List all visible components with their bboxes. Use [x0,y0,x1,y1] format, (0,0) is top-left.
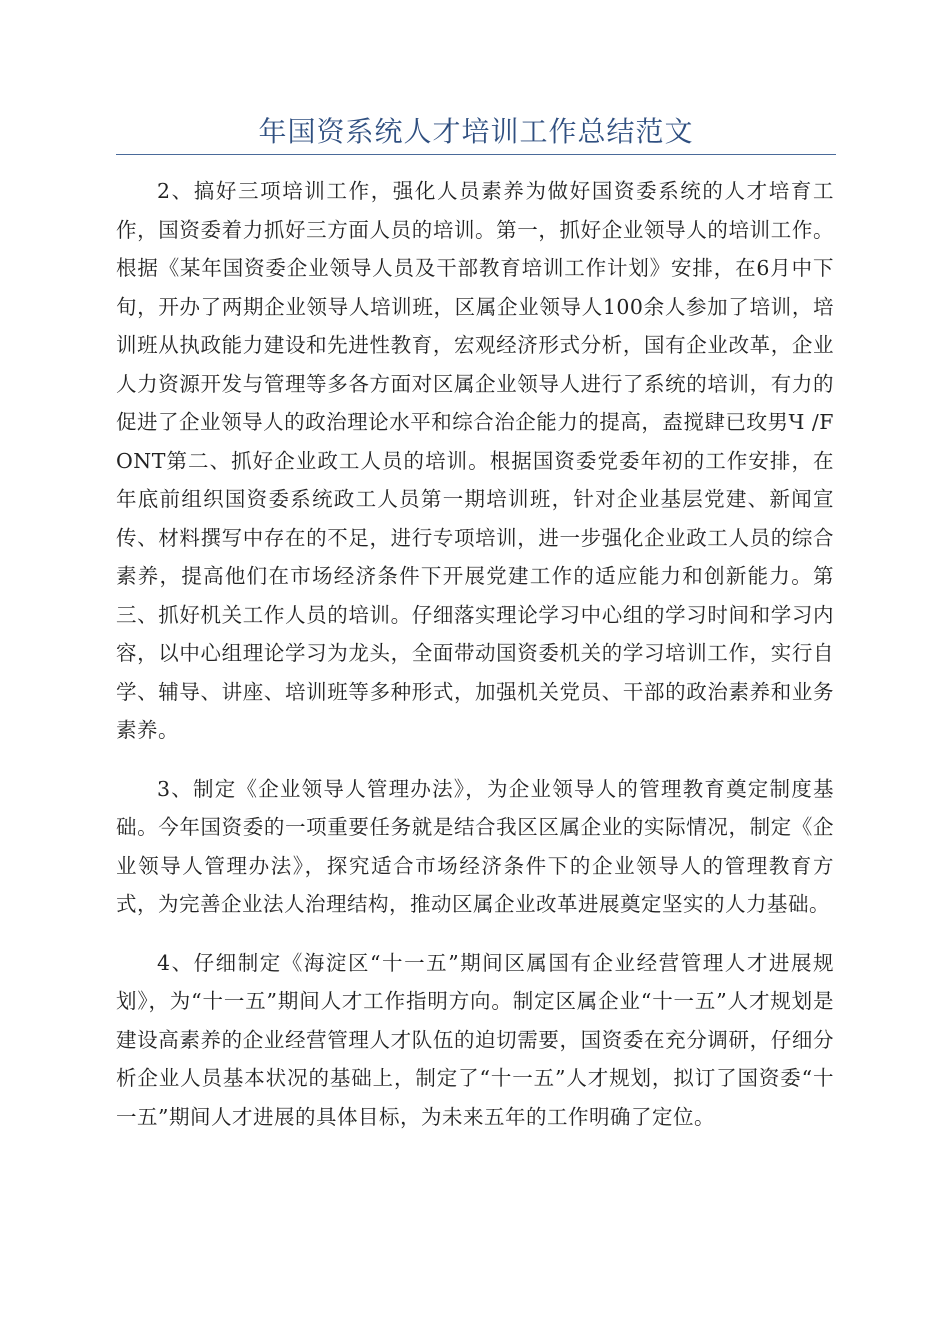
paragraph-item-2: 2、搞好三项培训工作，强化人员素养为做好国资委系统的人才培育工作，国资委着力抓好三方面人员的培训。第一，抓好企业领导人的培训工作。根据《某年国资委企业领导人员及干部教育培训工作计划》安排，在6月中下旬，开办了两期企业领导人培训班，区属企业领导人100余人参加了培训，培训班从执政能力建设和先进性教育，宏观经济形式分析，国有企业改革，企业人力资源开发与管理等多各方面对区属企业领导人进行了系统的培训，有力的促进了企业领导人的政治理论水平和综合治企能力的提高，盍搅肆已玫男Ч /FONT第二、抓好企业政工人员的培训。根据国资委党委年初的工作安排，在年底前组织国资委系统政工人员第一期培训班，针对企业基层党建、新闻宣传、材料撰写中存在的不足，进行专项培训，进一步强化企业政工人员的综合素养，提高他们在市场经济条件下开展党建工作的适应能力和创新能力。第三、抓好机关工作人员的培训。仔细落实理论学习中心组的学习时间和学习内容，以中心组理论学习为龙头，全面带动国资委机关的学习培训工作，实行自学、辅导、讲座、培训班等多种形式，加强机关党员、干部的政治素养和业务素养。 [116,179,834,742]
paragraph-item-4: 4、仔细制定《海淀区“十一五”期间区属国有企业经营管理人才进展规划》，为“十一五”期间人才工作指明方向。制定区属企业“十一五”人才规划是建设高素养的企业经营管理人才队伍的迫切需要，国资委在充分调研，仔细分析企业人员基本状况的基础上，制定了“十一五”人才规划，拟订了国资委“十一五”期间人才进展的具体目标，为未来五年的工作明确了定位。 [116,950,834,1129]
paragraph-item-3: 3、制定《企业领导人管理办法》，为企业领导人的管理教育奠定制度基础。今年国资委的一项重要任务就是结合我区区属企业的实际情况，制定《企业领导人管理办法》，探究适合市场经济条件下的企业领导人的管理教育方式，为完善企业法人治理结构，推动区属企业改革进展奠定坚实的人力基础。 [116,776,834,916]
title-underline [116,154,836,155]
document-title: 年国资系统人才培训工作总结范文 [258,115,694,148]
document-body [116,172,834,1156]
